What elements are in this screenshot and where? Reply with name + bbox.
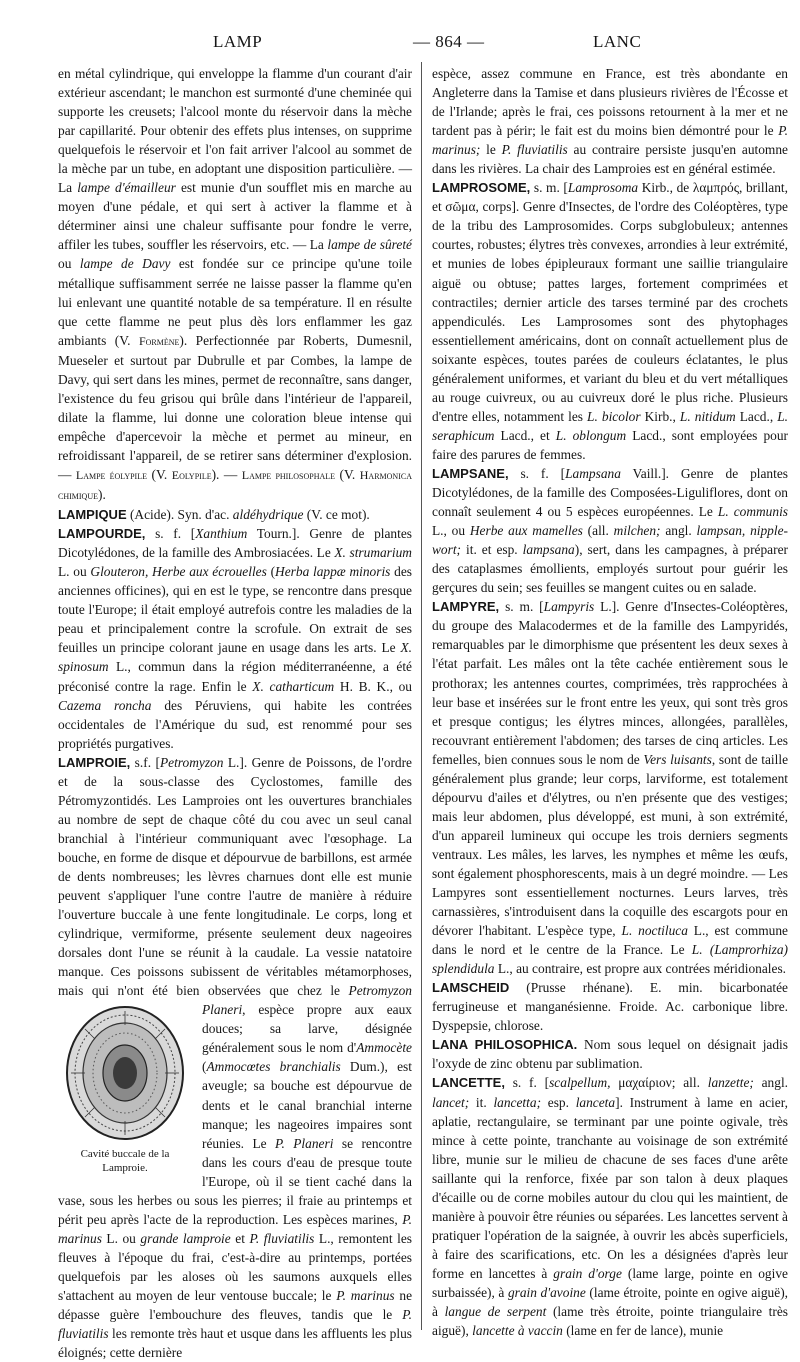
left-column (58, 64, 413, 1361)
header-right-word: LANC (593, 32, 642, 51)
right-column (432, 64, 789, 1339)
entry-lampsane: LAMPSANE, s. f. [Lampsana Vaill.]. Genre de plantes Dicotylédones, de la famille des Composées-Liguliflores, dont on connaît seulement 4 ou 5 espèces européennes. Le L. communis L., ou Herbe aux mamelles (all. milchen; angl. lampsan, nipple-wort; it. et esp. lampsana), sert, dans les campagnes, à préparer des cataplasmes émollients, employés surtout pour guérir les gerçures du sein; ses feuilles se mangent cuites ou en salade. (432, 465, 789, 596)
column-divider (421, 62, 422, 1330)
lamprey-mouth-illustration (63, 1003, 187, 1143)
headword: LAMPSANE, (432, 465, 509, 481)
headword: LAMPIQUE (58, 507, 127, 523)
page-header (58, 32, 788, 56)
headword: LANCETTE, (432, 1075, 505, 1091)
entry-lamprosome: LAMPROSOME, s. m. [Lamprosoma Kirb., de λαμπρός, brillant, et σῶμα, corps]. Genre d'Insectes, de l'ordre des Coléoptères, type de la tribu des Lamprosomides. Corps subglobuleux; antennes courtes, robustes; élytres très convexes, arrondies à leur extrémité, et munies de lobes épipleuraux formant une saillie triangulaire aiguë ou obtuse; pattes larges, fortement comprimées et contractiles; dernier article des tarses terminé par des crochets appendiculés. Les Lamprosomes sont des phytophages essentiellement américains, dont on connaît actuellement plus de soixante espèces, toutes parées de couleurs éclatantes, le plus généralement uniformes, et variant du bleu et du vert métalliques au rouge cuivreux, ou au cuivreux doré le plus riche. Plusieurs d'entre elles, notamment les L. bicolor Kirb., L. nitidum Lacd., L. seraphicum Lacd., et L. oblongum Lacd., sont employées pour faire des parures de femmes. (432, 180, 789, 462)
entry-lampyre: LAMPYRE, s. m. [Lampyris L.]. Genre d'Insectes-Coléoptères, du groupe des Malacodermes et de la famille des Lampyridés, remarquables par le dimorphisme que présentent les deux sexes à l'état parfait. Les mâles ont la tête cachée entièrement sous le prothorax; les antennes courtes, comprimées, très rapprochées à leur base et insérées sur le front entre les yeux, qui sont très gros et presque contigus; les élytres minces, allongées, parallèles, recouvrant entièrement l'abdomen; des tarses de cinq articles. Les femelles, bien connues sous le nom de Vers luisants, sont de taille généralement plus grande; leur corps, larviforme, est totalement dépourvu d'ailes et d'élytres, ou n'en présente que des vestiges; mais leur abdomen, plus développé, est muni, à son extrémité, d'un appareil lumineux qui occupe les trois derniers segments ventraux. Les mâles, les larves, les nymphes et même les œufs, sont également phosphorescents, mais à un degré moindre. — Les Lampyres sont essentiellement nocturnes. Leurs larves, très carnassières, s'introduisent dans la coquille des escargots pour en dévorer l'habitant. L'espèce type, L. noctiluca L., est commune dans le nord et le centre de la France. Le L. (Lamprorhiza) splendidula L., au contraire, est propre aux contrées méridionales. (432, 599, 789, 977)
entry-lamproie: LAMPROIE, s.f. [Petromyzon L.]. Genre de Poissons, de l'ordre et de la sous-classe des Cyclostomes, famille des Pétromyzontidés. Les Lamproies ont les ouvertures branchiales au nombre de sept de chaque côté du cou avec un seul canal branchial à l'intérieur communiquant avec l'œsophage. La bouche, en forme de disque et dépourvue de barbillons, est armée de dents nombreuses; les lèvres charnues dont elle est munie peuvent s'appliquer l'une contre l'autre de manière à réduire l'ouverture buccale à une fente longitudinale. Le corps, long et cylindrique, vermiforme, présente seulement deux nageoires dorsales dont l'une se réunit à la caudale. La vessie natatoire manque. Ces poissons subissent de véritables métamorphoses, mais qui n'ont été bien observées que chez le Cavité buccale de la Lamproie. Petromyzon Planeri, espèce propre aux eaux douces; sa larve, désignée généralement sous le nom d'Ammocète (Ammocœtes branchialis Dum.), est aveugle; sa bouche est dépourvue de dents et le canal branchial interne manque; les nageoires impaires sont réunies. Le P. Planeri se rencontre dans les cours d'eau de presque toute l'Europe, où il se tient caché dans la vase, sous les herbes ou sous les pierres; il fraie au printemps et périt peu après l'acte de la reproduction. Les espèces marines, P. marinus L. ou grande lamproie et P. fluviatilis L., remontent les fleuves à l'époque du frai, c'est-à-dire au printemps, portées quelquefois par les aloses où les saumons auxquels elles s'attachent au moyen de leur ventouse buccale; le P. marinus ne dépasse guère l'embouchure des fleuves, tandis que le P. fluviatilis les remonte très haut et usque dans les affluents les plus éloignés; cette dernière (58, 754, 413, 1361)
entry-lamproie-continued: espèce, assez commune en France, est très abondante en Angleterre dans la Tamise et dans plusieurs rivières de l'Écosse et de l'Irlande; après le frai, ces poissons retournent à la mer et ne tardent pas à périr; le fait est du moins bien démontré pour le P. marinus; le P. fluviatilis au contraire persiste jusqu'en automne dans les rivières. La chair des Lamproies est en général estimée. (432, 66, 788, 177)
entry-lancette: LANCETTE, s. f. [scalpellum, μαχαίριον; all. lanzette; angl. lancet; it. lancetta; esp. lanceta]. Instrument à lame en acier, aplatie, rectangulaire, se terminant par une pointe ogivale, très mince à cette pointe, tranchante au voisinage de son extrémité libre, munie sur le milieu de chacune de ses faces d'une arête saillante qui la renforce, fixée par son talon à deux plaques d'écaille ou de corne mobiles autour du clou qui les maintient, de manière à pouvoir être réunies ou séparées. Les lancettes servent à pratiquer l'opération de la saignée, à ouvrir les abcès superficiels, à faire des scarifications, etc. On les a désignées d'après leur forme en lancettes à grain d'orge (lame large, pointe en ogive surbaissée), à grain d'avoine (lame étroite, pointe en ogive aiguë), à langue de serpent (lame très étroite, pointe triangulaire très aiguë), lancette à vaccin (lame en fer de lance), munie (432, 1075, 789, 1339)
header-left-word: LAMP (213, 32, 263, 51)
headword: LAMSCHEID (432, 980, 510, 996)
entry-lampique: LAMPIQUE (Acide). Syn. d'ac. aldéhydrique (V. ce mot). (58, 507, 370, 523)
entry-lana-philosophica: LANA PHILOSOPHICA. Nom sous lequel on désignait jadis l'oxyde de zinc obtenu par sublimation. (432, 1037, 788, 1072)
page-number: — 864 — (413, 32, 485, 51)
headword: LAMPROSOME, (432, 180, 531, 196)
headword: LAMPYRE, (432, 599, 500, 615)
entry-lampourde: LAMPOURDE, s. f. [Xanthium Tourn.]. Genre de plantes Dicotylédones, de la famille des Ambrosiacées. Le X. strumarium L. ou Glouteron, Herbe aux écrouelles (Herba lappæ minoris des anciennes officines), qui en est le type, se rencontre dans presque toute l'Europe; il était employé autrefois contre les maladies de la peau et principalement contre la scrofule. On extrait de ses feuilles un principe colorant jaune en usage dans les arts. Le X. spinosum L., commun dans la région méditerranéenne, a été préconisé contre la rage. Enfin le X. catharticum H. B. K., ou Cazema roncha des Péruviens, qui habite les contrées occidentales de l'Amérique du sud, est renommé pour ses propriétés purgatives. (58, 526, 413, 751)
headword: LAMPROIE, (58, 754, 131, 770)
figure-caption: Cavité buccale de la Lamproie. (80, 1148, 170, 1175)
entry-lamscheid: LAMSCHEID (Prusse rhénane). E. min. bicarbonatée ferrugineuse et manganésienne. Froide. Ac. carbonique libre. Dyspepsie, chlorose. (432, 980, 788, 1034)
headword: LANA PHILOSOPHICA. (432, 1037, 578, 1053)
headword: LAMPOURDE, (58, 526, 146, 542)
lamprey-mouth-figure (58, 1003, 192, 1181)
entry-lampe-continued: en métal cylindrique, qui enveloppe la flamme d'un courant d'air extérieur ascendant; le manchon est surmonté d'une cheminée qui supporte les creusets; l'alcool monte du réservoir dans la mèche par capillarité. Pour obtenir des effets plus intenses, on supprime quelquefois le réservoir et l'on fait arriver l'alcool au sommet de la mèche par un tube, en adoptant une disposition particulière. — La lampe d'émailleur est munie d'un soufflet mis en marche au moyen d'une pédale, et qui sert à activer la flamme et à déterminer ainsi une chaleur suffisante pour fondre le verre, affiler les tubes, souffler les réservoirs, etc. — La lampe de sûreté ou lampe de Davy est fondée sur ce principe qu'une toile métallique suffisamment serrée ne laisse passer la flamme qu'en lui enlevant une quantité notable de sa température. Il en résulte que cette flamme ne peut plus dès lors enflammer les gaz ambiants (V. Formène). Perfectionnée par Roberts, Dumesnil, Mueseler et surtout par Dubrulle et par Combes, la lampe de Davy, qui sert dans les mines, permet de reconnaître, sans danger, l'existence du feu grisou qui brûle dans l'intérieur de l'appareil, dilate la flamme, lui donne une coloration bleue intense qui empêche d'apercevoir la mèche et permet au mineur, en refroidissant l'appareil, de se retirer sans déterminer d'explosion.— Lampe éolypile (V. Eolypile). — Lampe philosophale (V. Harmonica chimique). (58, 66, 413, 503)
